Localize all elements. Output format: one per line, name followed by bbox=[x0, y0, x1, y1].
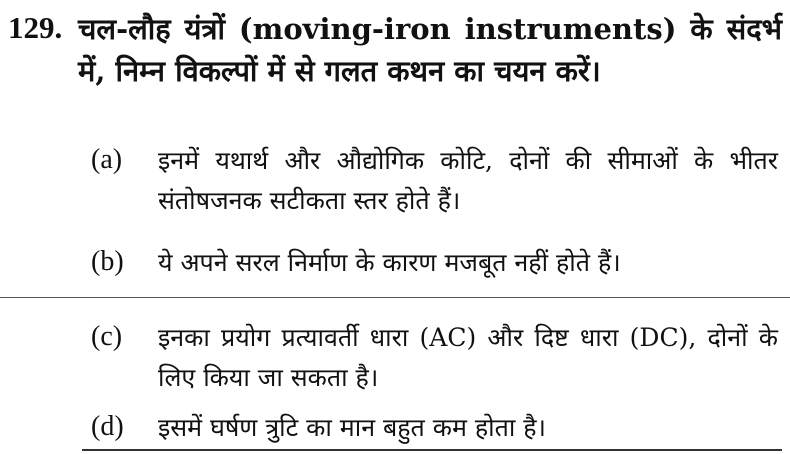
option-c-text: इनका प्रयोग प्रत्यावर्ती धारा (AC) और दिष्ट धारा (DC), दोनों के लिए किया जा सकता है। bbox=[158, 323, 778, 392]
option-a-text: इनमें यथार्थ और औद्योगिक कोटि, दोनों की सीमाओं के भीतर संतोषजनक सटीकता स्तर होते हैं। bbox=[158, 146, 778, 215]
question-number: 129. bbox=[8, 10, 63, 45]
question-text: चल-लौह यंत्रों (moving-iron instruments) के संदर्भ में, निम्न विकल्पों में से गलत कथन का चयन करें। bbox=[78, 12, 782, 88]
option-b-text: ये अपने सरल निर्माण के कारण मजबूत नहीं होते हैं। bbox=[158, 248, 621, 277]
option-a-label: (a) bbox=[91, 144, 123, 175]
option-c-label: (c) bbox=[91, 321, 123, 352]
bottom-rule bbox=[82, 449, 782, 451]
page-divider bbox=[0, 297, 790, 298]
option-d-text: इसमें घर्षण त्रुटि का मान बहुत कम होता है। bbox=[158, 413, 547, 442]
option-b-label: (b) bbox=[91, 246, 124, 277]
option-d-label: (d) bbox=[91, 411, 124, 442]
